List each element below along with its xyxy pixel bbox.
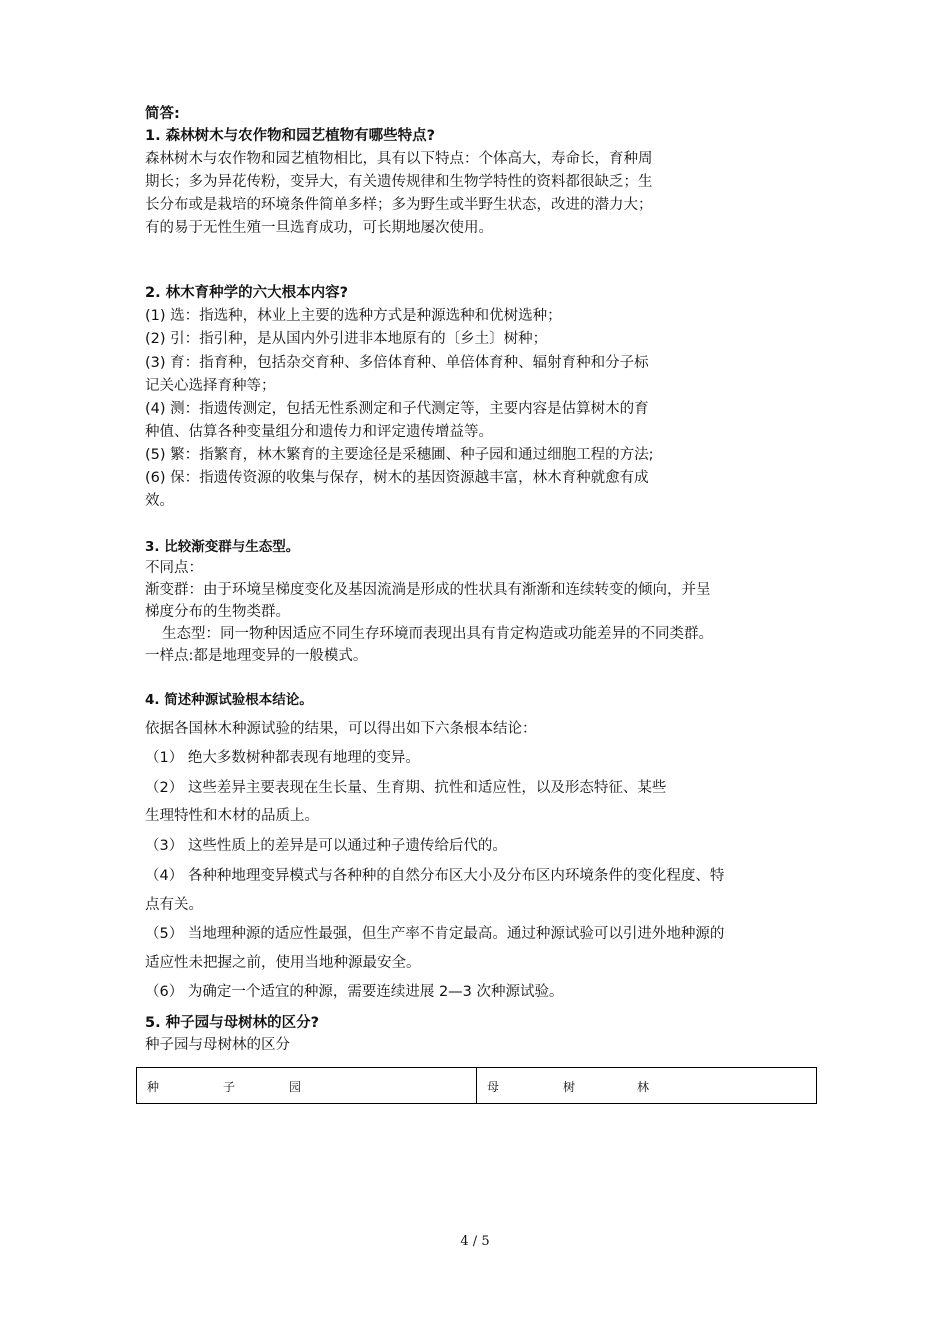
q4-line: 生理特性和木材的品质上。 — [145, 808, 319, 824]
q2-heading: 2. 林木育种学的六大根本内容? — [145, 285, 349, 301]
q2-line: 记关心选择育种等； — [145, 378, 276, 394]
q2-line: 效。 — [145, 493, 174, 509]
q1-line: 森林树木与农作物和园艺植物相比，具有以下特点：个体高大，寿命长，育种周 — [145, 151, 653, 167]
table-header-seed-orchard — [137, 1068, 476, 1103]
q1-line: 期长；多为异花传粉，变异大，有关遗传规律和生物学特性的资料都很缺乏；生 — [145, 174, 653, 190]
header-char: 子 — [223, 1080, 236, 1094]
header-char: 园 — [289, 1080, 302, 1094]
q2-line: (4) 测：指遗传测定，包括无性系测定和子代测定等，主要内容是估算树木的育 — [145, 401, 649, 417]
q1-line: 有的易于无性生殖一旦选育成功，可长期地屡次使用。 — [145, 220, 493, 236]
q1-heading: 1. 森林树木与农作物和园艺植物有哪些特点? — [145, 128, 436, 144]
q5-heading: 5. 种子园与母树林的区分? — [145, 1015, 320, 1031]
header-char: 种 — [147, 1080, 160, 1094]
q4-heading: 4. 简述种源试验根本结论。 — [145, 692, 313, 708]
q4-line: （2） 这些差异主要表现在生长量、生育期、抗性和适应性，以及形态特征、某些 — [145, 780, 667, 796]
q4-line: （6） 为确定一个适宜的种源，需要连续进展 2—3 次种源试验。 — [145, 984, 564, 1000]
q4-line: 依据各国林木种源试验的结果，可以得出如下六条根本结论： — [145, 721, 537, 737]
q5-line: 种子园与母树林的区分 — [145, 1037, 290, 1053]
q2-line: (2) 引：指引种，是从国内外引进非本地原有的〔乡土〕树种； — [145, 331, 548, 347]
header-char: 母 — [487, 1080, 500, 1094]
q4-line: 点有关。 — [145, 897, 203, 913]
header-char: 树 — [563, 1080, 576, 1094]
q3-line: 一样点:都是地理变异的一般模式。 — [145, 648, 368, 664]
q2-line: (1) 选：指选种，林业上主要的选种方式是种源选种和优树选种； — [145, 308, 562, 324]
q3-line: 梯度分布的生物类群。 — [145, 604, 290, 620]
q3-line: 不同点： — [145, 560, 203, 576]
q4-line: （5） 当地理种源的适应性最强，但生产率不肯定最高。通过种源试验可以引进外地种源的 — [145, 926, 725, 942]
q2-line: 种值、估算各种变量组分和遗传力和评定遗传增益等。 — [145, 424, 493, 440]
q2-line: (5) 繁：指繁育，林木繁育的主要途径是采穗圃、种子园和通过细胞工程的方法; — [145, 447, 654, 463]
comparison-table — [136, 1067, 817, 1104]
page-number: 4 / 5 — [460, 1234, 490, 1249]
q2-line: (6) 保：指遗传资源的收集与保存，树木的基因资源越丰富，林木育种就愈有成 — [145, 470, 649, 486]
q4-line: （4） 各种种地理变异模式与各种种的自然分布区大小及分布区内环境条件的变化程度、特 — [145, 868, 725, 884]
q1-line: 长分布或是栽培的环境条件简单多样；多为野生或半野生状态，改进的潜力大； — [145, 197, 653, 213]
header-char: 林 — [637, 1080, 650, 1094]
q3-line: 生态型：同一物种因适应不同生存环境而表现出具有肯定构造或功能差异的不同类群。 — [162, 626, 713, 642]
q4-line: （1） 绝大多数树种都表现有地理的变异。 — [145, 750, 420, 766]
section-title: 简答: — [145, 106, 180, 122]
table-header-seed-stand — [476, 1068, 816, 1103]
q3-line: 渐变群：由于环境呈梯度变化及基因流淌是形成的性状具有渐渐和连续转变的倾向，并呈 — [145, 582, 711, 598]
q3-heading: 3. 比较渐变群与生态型。 — [145, 539, 300, 555]
q2-line: (3) 育：指育种，包括杂交育种、多倍体育种、单倍体育种、辐射育种和分子标 — [145, 355, 649, 371]
q4-line: 适应性未把握之前，使用当地种源最安全。 — [145, 955, 421, 971]
q4-line: （3） 这些性质上的差异是可以通过种子遗传给后代的。 — [145, 838, 507, 854]
